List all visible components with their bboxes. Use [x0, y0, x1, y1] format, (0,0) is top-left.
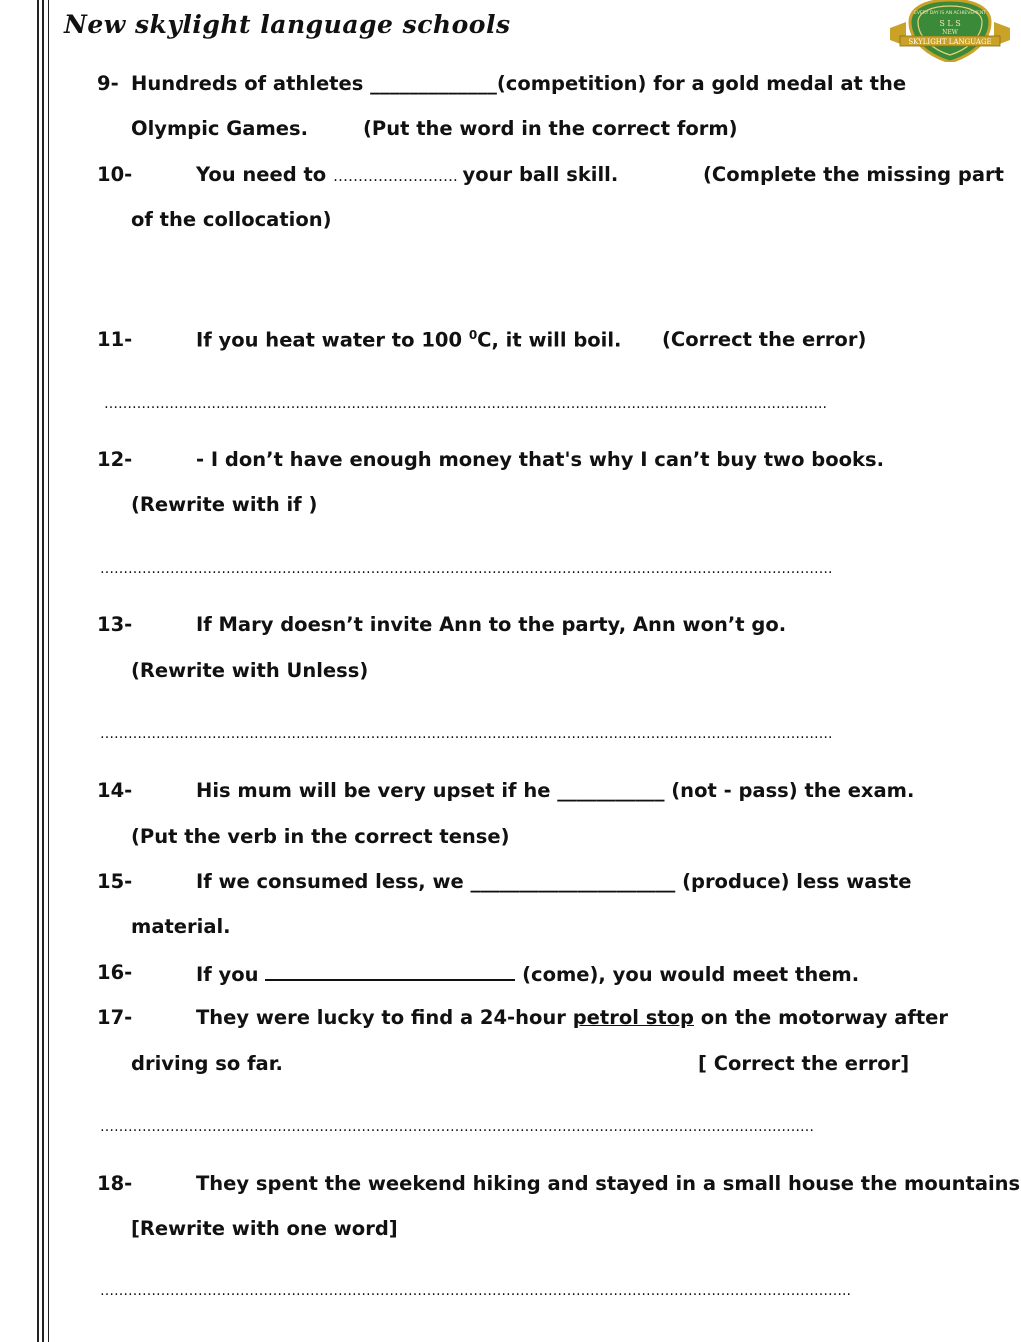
q11-text-before: If you heat water to 100 [196, 328, 469, 352]
q13-number: 13- [97, 613, 133, 636]
page-border-middle [42, 0, 44, 1342]
q18-text: They spent the weekend hiking and stayed in a small house the mountains [196, 1172, 1021, 1195]
q12-number: 12- [97, 448, 133, 471]
q11-text-after: C, it will boil. [477, 328, 622, 352]
page-border-outer [37, 0, 39, 1342]
q17-text-before: They were lucky to find a 24-hour [196, 1006, 573, 1029]
logo-new: NEW [942, 29, 958, 36]
q17-line2: driving so far. [131, 1052, 283, 1075]
q10-instruction: (Complete the missing part [703, 163, 1004, 186]
q17-line1 [196, 1006, 948, 1029]
school-name: New skylight language schools [64, 10, 511, 39]
q11-degree: 0 [468, 328, 478, 342]
q16-blank[interactable] [265, 961, 515, 981]
logo-banner: SKYLIGHT LANGUAGE [908, 38, 992, 46]
q11-number: 11- [97, 328, 133, 351]
q10-text-before: You need to [196, 163, 333, 186]
q11-answer-line[interactable]: ……………………………………………………………………………………………………………………………………….. [104, 396, 827, 412]
q18-answer-line[interactable]: …………………………………………………………………………………………………………………………………………….. [100, 1283, 851, 1299]
q15-number: 15- [97, 870, 133, 893]
q10-line1 [196, 163, 618, 186]
school-logo [886, 0, 1014, 62]
q14-number: 14- [97, 779, 133, 802]
logo-top-text: EVERY DAY IS AN ACHIEVEMENT [913, 11, 987, 16]
q15-blank[interactable]: _____________________ [470, 870, 676, 893]
q9-text-before: Hundreds of athletes [131, 72, 371, 95]
q14-text-after: (not - pass) the exam. [664, 779, 915, 802]
q15-text-before: If we consumed less, we [196, 870, 471, 893]
q9-text-after: (competition) for a gold medal at the [496, 72, 907, 95]
q17-number: 17- [97, 1006, 133, 1029]
q16-text-before: If you [196, 963, 266, 986]
q9-blank[interactable]: _____________ [370, 72, 497, 95]
q18-instruction: [Rewrite with one word] [131, 1217, 398, 1240]
q15-line1 [196, 870, 912, 893]
q9-line2: Olympic Games. [131, 117, 309, 140]
q10-dots-blank[interactable]: ……………………. [333, 167, 463, 185]
q15-text-after: (produce) less waste [675, 870, 912, 893]
q18-number: 18- [97, 1172, 133, 1195]
q9-number: 9- [97, 72, 119, 95]
logo-initials: S L S [939, 19, 961, 28]
q12-instruction: (Rewrite with if ) [131, 493, 318, 516]
q12-answer-line[interactable]: …………………………………………………………………………………………………………………………………………. [100, 561, 833, 577]
q14-line1 [196, 779, 914, 802]
q10-number: 10- [97, 163, 133, 186]
q14-text-before: His mum will be very upset if he [196, 779, 558, 802]
q17-underlined-error: petrol stop [572, 1006, 694, 1029]
q17-answer-line[interactable]: ……………………………………………………………………………………………………………………………………… [100, 1119, 814, 1135]
q10-line2: of the collocation) [131, 208, 332, 231]
q9-line1 [131, 72, 906, 95]
page-border-inner [48, 0, 49, 1342]
q17-instruction: [ Correct the error] [698, 1052, 910, 1075]
q13-text: If Mary doesn’t invite Ann to the party, Ann won’t go. [196, 613, 787, 636]
q12-text: - I don’t have enough money that's why I can’t buy two books. [196, 448, 884, 471]
q16-line1 [196, 961, 859, 986]
q10-text-after: your ball skill. [462, 163, 619, 186]
q11-line1 [196, 328, 621, 352]
q11-instruction: (Correct the error) [662, 328, 867, 351]
q14-instruction: (Put the verb in the correct tense) [131, 825, 510, 848]
q14-blank[interactable]: ___________ [557, 779, 665, 802]
q15-line2: material. [131, 915, 231, 938]
q16-text-after: (come), you would meet them. [515, 963, 860, 986]
q17-text-after: on the motorway after [694, 1006, 949, 1029]
q13-answer-line[interactable]: …………………………………………………………………………………………………………………………………………. [100, 726, 833, 742]
q13-instruction: (Rewrite with Unless) [131, 659, 369, 682]
q9-instruction: (Put the word in the correct form) [363, 117, 738, 140]
q16-number: 16- [97, 961, 133, 984]
